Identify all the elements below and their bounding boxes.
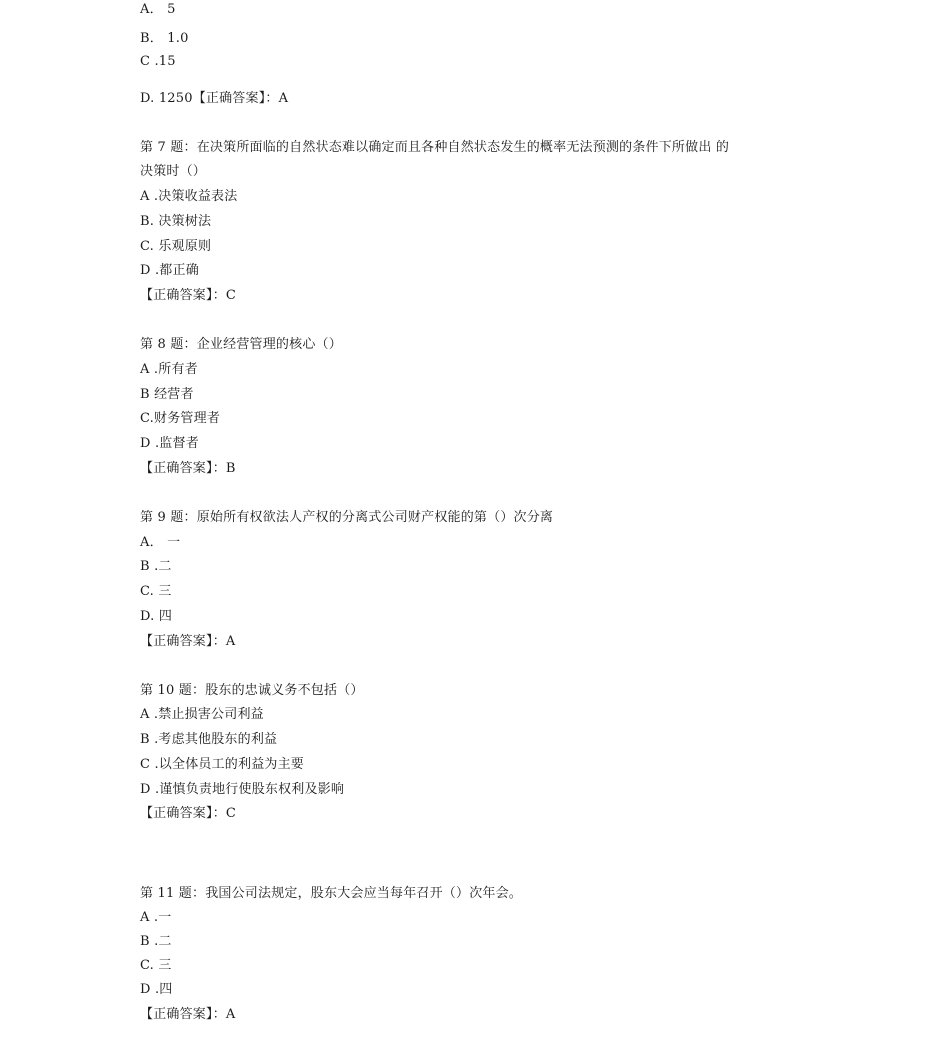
q6-option-d-answer: D. 1250【正确答案】：A	[140, 91, 289, 106]
q9-option-c: C. 三	[140, 584, 172, 599]
q8-answer: 【正确答案】：B	[140, 461, 236, 476]
q9-option-b: B .二	[140, 559, 172, 574]
q7-option-b: B. 决策树法	[140, 214, 212, 229]
q11-option-d: D .四	[140, 982, 173, 997]
q8-option-a: A .所有者	[140, 362, 198, 377]
q7-option-d: D .都正确	[140, 263, 199, 278]
q6-option-b: B． 1.0	[140, 31, 189, 46]
q6-option-a: A． 5	[140, 2, 176, 17]
q8-option-d: D .监督者	[140, 436, 199, 451]
q7-stem-line2: 决策时（）	[140, 164, 207, 179]
q8-option-b: B 经营者	[140, 387, 194, 402]
q11-option-c: C. 三	[140, 958, 172, 973]
q11-option-a: A .一	[140, 910, 172, 925]
q11-option-b: B .二	[140, 934, 172, 949]
q7-option-a: A .决策收益表法	[140, 189, 238, 204]
q8-stem: 第 8 题：企业经营管理的核心（）	[140, 337, 342, 352]
q10-answer: 【正确答案】：C	[140, 806, 237, 821]
q11-stem: 第 11 题：我国公司法规定，股东大会应当每年召开（）次年会。	[140, 886, 523, 901]
q8-option-c: C.财务管理者	[140, 411, 221, 426]
q10-option-b: B .考虑其他股东的利益	[140, 732, 278, 747]
q10-option-c: C .以全体员工的利益为主要	[140, 757, 305, 772]
q10-option-a: A .禁止损害公司利益	[140, 707, 264, 722]
q9-option-d: D. 四	[140, 609, 173, 624]
q9-stem: 第 9 题：原始所有权欲法人产权的分离式公司财产权能的第（）次分离	[140, 510, 554, 525]
q7-option-c: C. 乐观原则	[140, 239, 212, 254]
q9-option-a: A． 一	[140, 535, 181, 550]
q10-option-d: D .谨慎负责地行使股东权利及影响	[140, 782, 345, 797]
q11-answer: 【正确答案】：A	[140, 1007, 236, 1022]
q7-answer: 【正确答案】：C	[140, 288, 237, 303]
q7-stem-line1: 第 7 题：在决策所面临的自然状态难以确定而且各种自然状态发生的概率无法预测的条件下所做出 的	[140, 140, 730, 155]
q6-option-c: C .15	[140, 54, 176, 69]
q9-answer: 【正确答案】：A	[140, 634, 236, 649]
q10-stem: 第 10 题：股东的忠诚义务不包括（）	[140, 683, 364, 698]
